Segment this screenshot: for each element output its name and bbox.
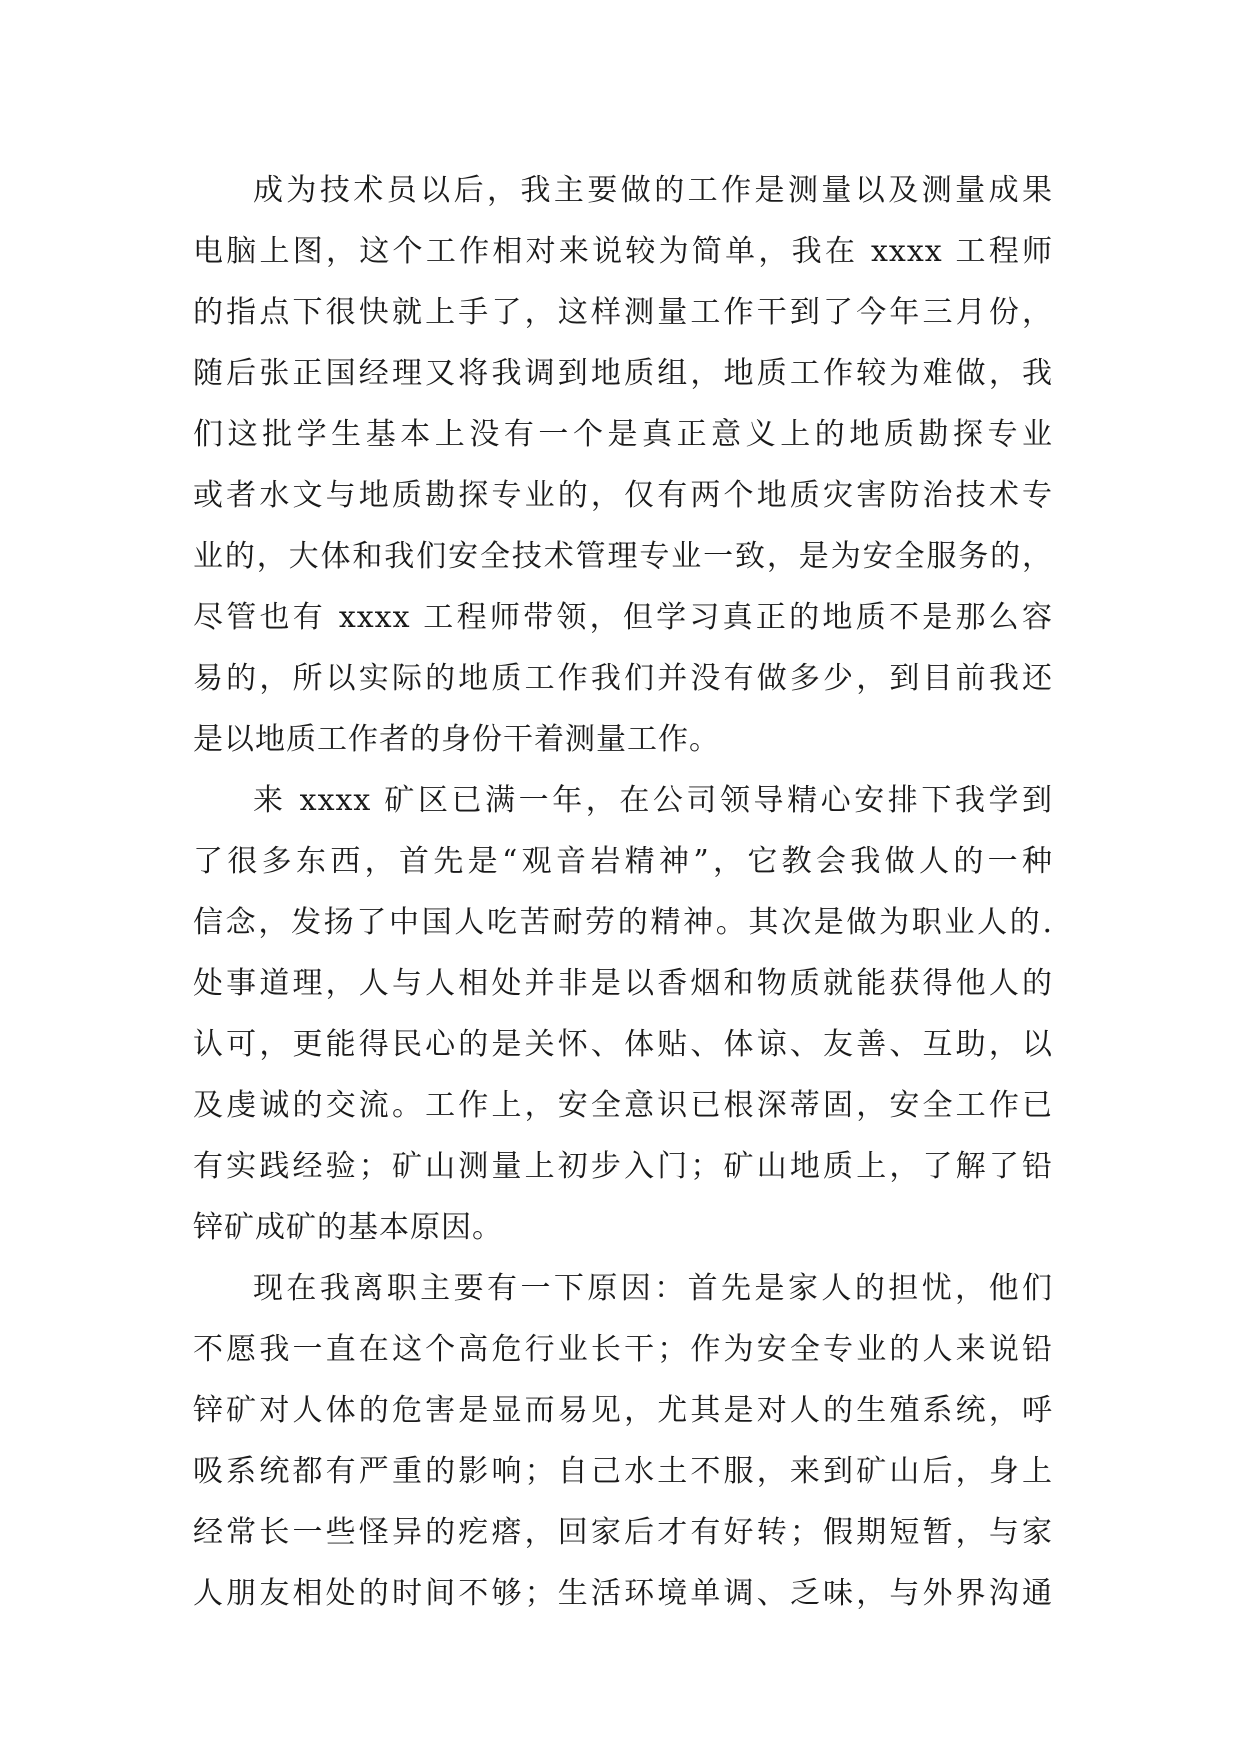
text-line: 是以地质工作者的身份干着测量工作。 <box>193 722 720 757</box>
body-text <box>193 160 1053 1624</box>
paragraph-3 <box>193 1258 1053 1624</box>
text-line: 来 xxxx 矿区已满一年，在公司领导精心安排下我学到 <box>253 783 1053 818</box>
text-line: 易的，所以实际的地质工作我们并没有做多少，到目前我还 <box>193 661 1053 696</box>
text-line: 成为技术员以后，我主要做的工作是测量以及测量成果 <box>253 173 1053 208</box>
text-line: 锌矿成矿的基本原因。 <box>193 1210 503 1245</box>
paragraph-2 <box>193 770 1053 1258</box>
paragraph-1 <box>193 160 1053 770</box>
text-line: 处事道理，人与人相处并非是以香烟和物质就能获得他人的 <box>193 966 1053 1001</box>
text-line: 了很多东西，首先是“观音岩精神”，它教会我做人的一种 <box>193 844 1053 879</box>
text-line: 吸系统都有严重的影响；自己水土不服，来到矿山后，身上 <box>193 1454 1053 1489</box>
text-line: 的指点下很快就上手了，这样测量工作干到了今年三月份， <box>193 295 1053 330</box>
text-line: 信念，发扬了中国人吃苦耐劳的精神。其次是做为职业人的. <box>193 905 1053 940</box>
text-line: 业的，大体和我们安全技术管理专业一致，是为安全服务的， <box>193 539 1053 574</box>
text-line: 认可，更能得民心的是关怀、体贴、体谅、友善、互助，以 <box>193 1027 1053 1062</box>
text-line: 或者水文与地质勘探专业的，仅有两个地质灾害防治技术专 <box>193 478 1053 513</box>
text-line: 电脑上图，这个工作相对来说较为简单，我在 xxxx 工程师 <box>193 234 1053 269</box>
text-line: 有实践经验；矿山测量上初步入门；矿山地质上，了解了铅 <box>193 1149 1053 1184</box>
text-line: 及虔诚的交流。工作上，安全意识已根深蒂固，安全工作已 <box>193 1088 1053 1123</box>
text-line: 尽管也有 xxxx 工程师带领，但学习真正的地质不是那么容 <box>193 600 1053 635</box>
text-line: 现在我离职主要有一下原因：首先是家人的担忧，他们 <box>253 1271 1053 1306</box>
text-line: 们这批学生基本上没有一个是真正意义上的地质勘探专业 <box>193 417 1053 452</box>
text-line: 人朋友相处的时间不够；生活环境单调、乏味，与外界沟通 <box>193 1576 1053 1611</box>
text-line: 不愿我一直在这个高危行业长干；作为安全专业的人来说铅 <box>193 1332 1053 1367</box>
text-line: 经常长一些怪异的疙瘩，回家后才有好转；假期短暂，与家 <box>193 1515 1053 1550</box>
text-line: 锌矿对人体的危害是显而易见，尤其是对人的生殖系统，呼 <box>193 1393 1053 1428</box>
text-line: 随后张正国经理又将我调到地质组，地质工作较为难做，我 <box>193 356 1053 391</box>
